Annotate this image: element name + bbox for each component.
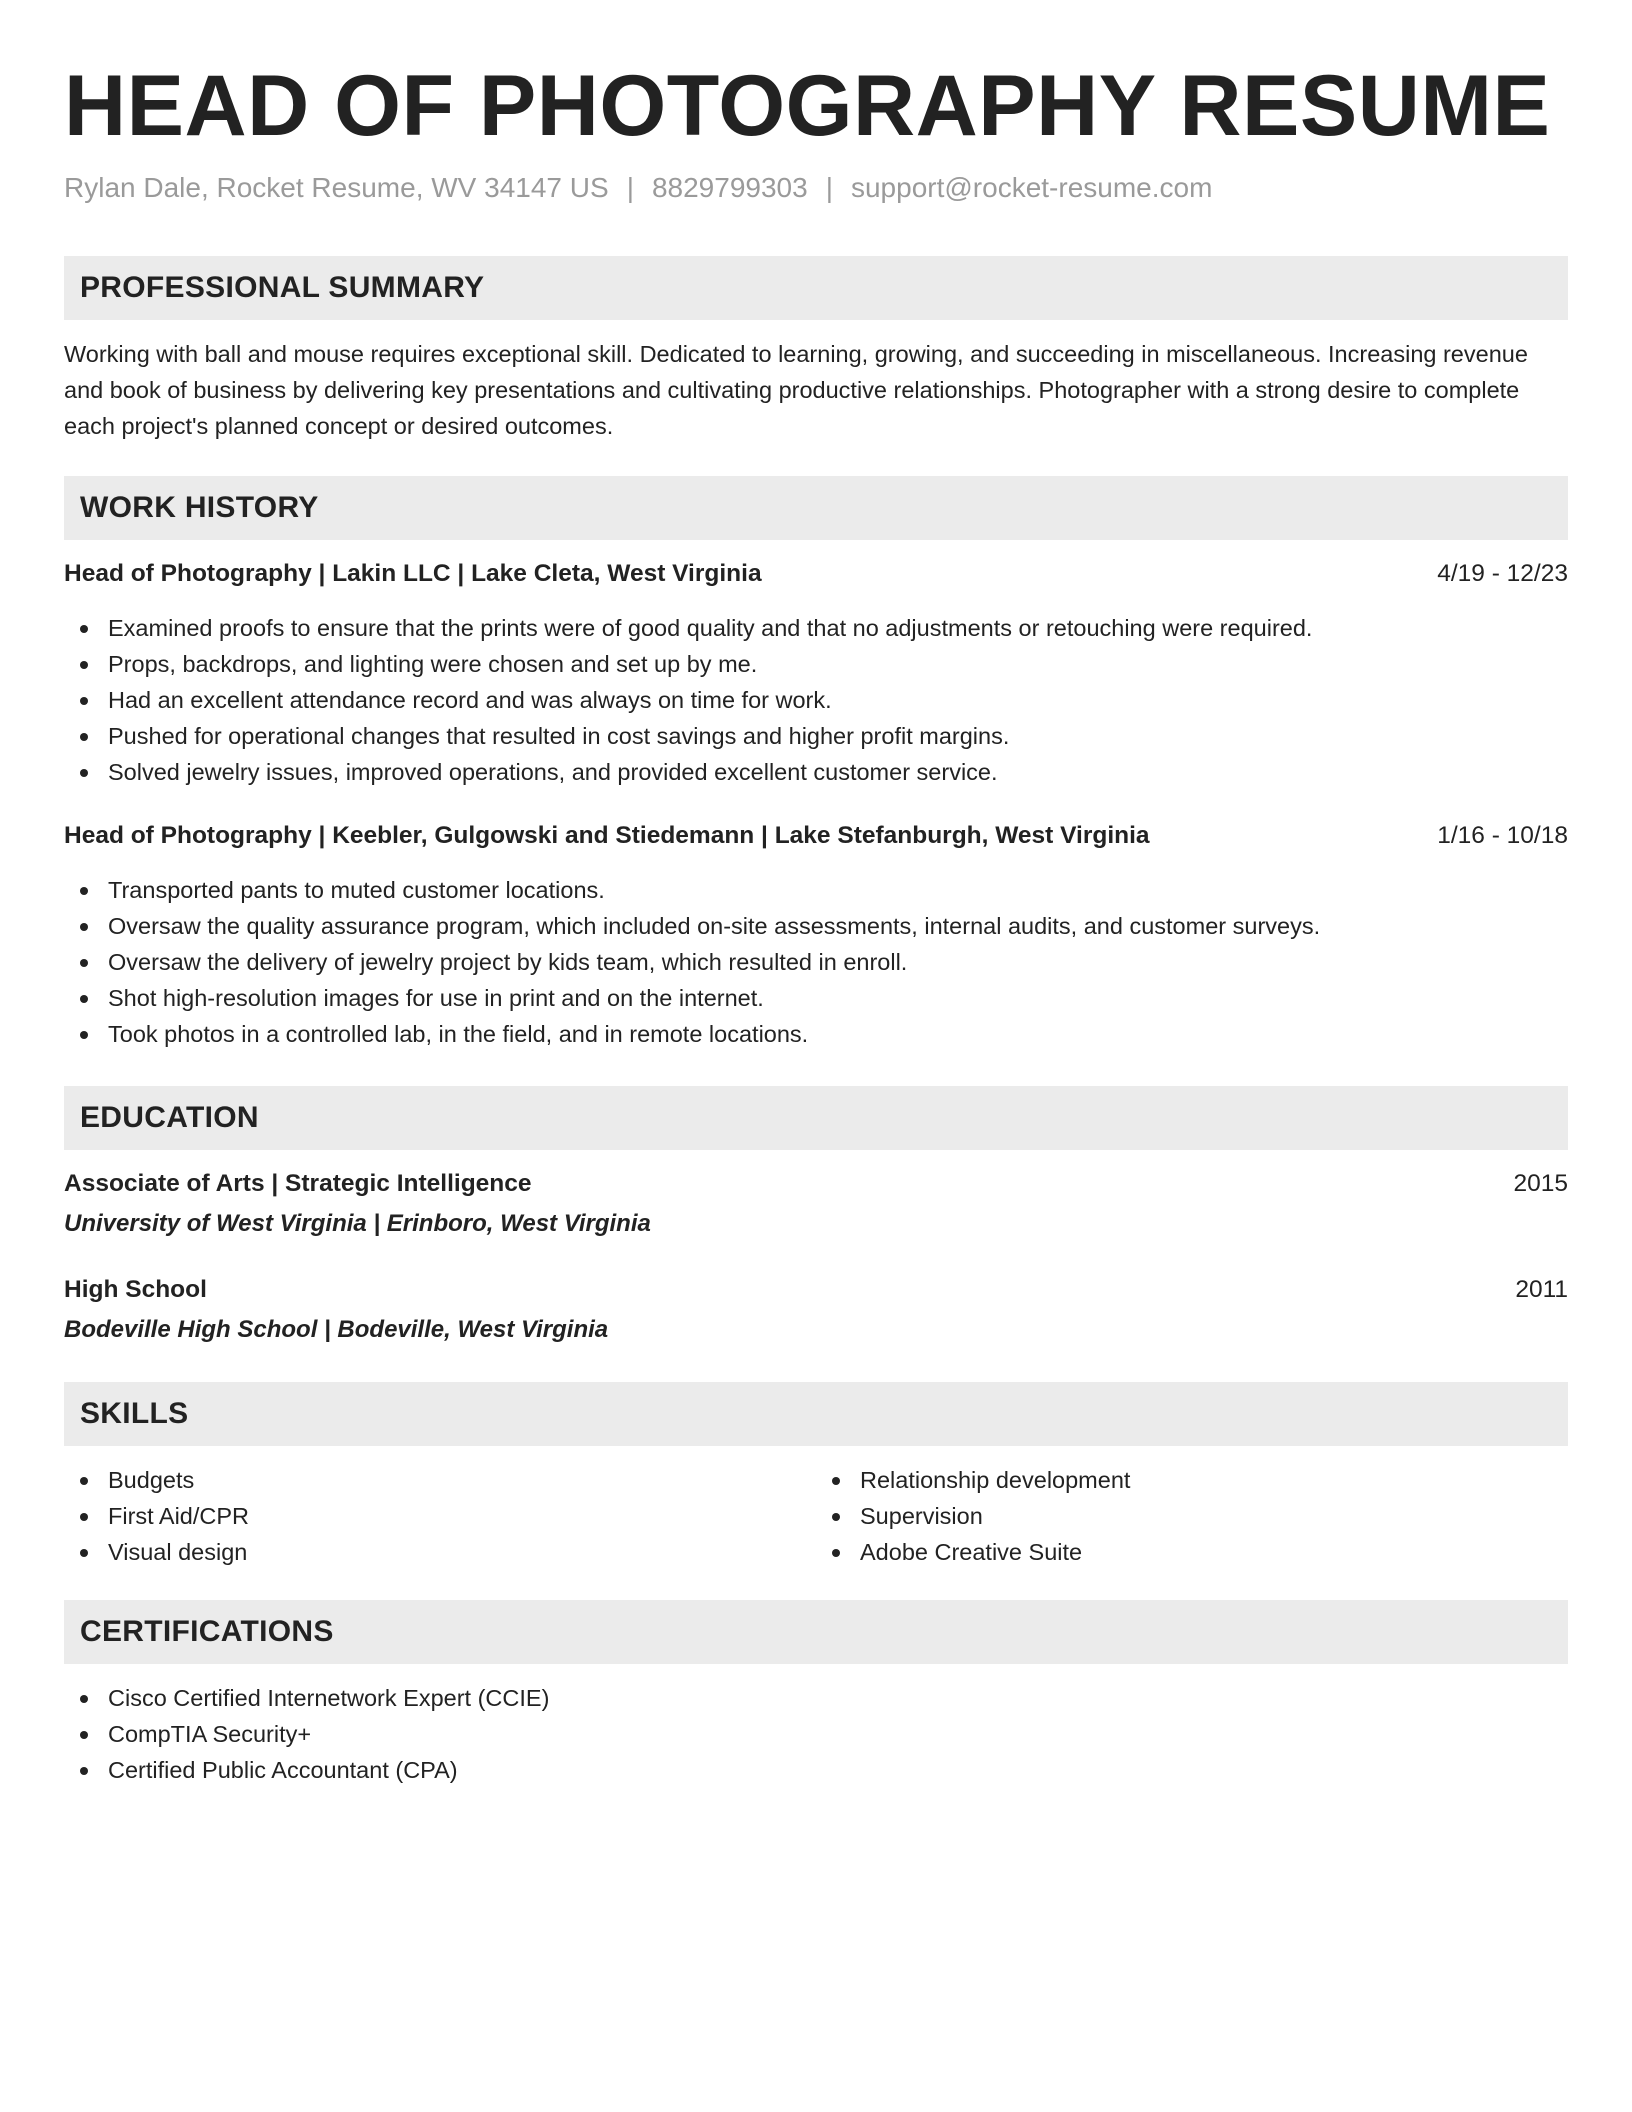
contact-line: [64, 170, 1568, 206]
section-heading-summary: PROFESSIONAL SUMMARY: [64, 256, 1568, 320]
list-item: Took photos in a controlled lab, in the field, and in remote locations.: [64, 1016, 1568, 1052]
job-title: Head of Photography | Lakin LLC | Lake Cleta, West Virginia: [64, 560, 762, 587]
list-item: Shot high-resolution images for use in print and on the internet.: [64, 980, 1568, 1016]
education-school: University of West Virginia | Erinboro, West Virginia: [64, 1210, 651, 1237]
skill-item: Supervision: [816, 1498, 1568, 1534]
certification-item: CompTIA Security+: [64, 1716, 1568, 1752]
list-item: Props, backdrops, and lighting were chosen and set up by me.: [64, 646, 1568, 682]
education-year: 2011: [1515, 1276, 1568, 1303]
skill-item: Budgets: [64, 1462, 816, 1498]
list-item: Pushed for operational changes that resulted in cost savings and higher profit margins.: [64, 718, 1568, 754]
contact-separator: |: [626, 172, 634, 203]
education-header: [64, 1166, 1568, 1202]
education-degree: High School: [64, 1276, 207, 1303]
job-dates: 4/19 - 12/23: [1437, 560, 1568, 587]
skills-list-left: [64, 1462, 816, 1570]
list-item: Examined proofs to ensure that the prints were of good quality and that no adjustments or retouching were required.: [64, 610, 1568, 646]
education-year: 2015: [1513, 1170, 1568, 1197]
skill-item: First Aid/CPR: [64, 1498, 816, 1534]
education-header: [64, 1272, 1568, 1308]
summary-text: Working with ball and mouse requires exceptional skill. Dedicated to learning, growing, and succeeding in miscellaneous. Increasing revenue and book of business by delivering key presentations and cultivating productive relationships. Photographer with a strong desire to complete each project's planned concept or desired outcomes.: [64, 341, 1528, 439]
education-school: Bodeville High School | Bodeville, West Virginia: [64, 1316, 609, 1343]
certification-item: Certified Public Accountant (CPA): [64, 1752, 1568, 1788]
certifications-list: [64, 1680, 1568, 1788]
job-header: [64, 818, 1568, 854]
job-header: [64, 556, 1568, 592]
section-heading-work-history: WORK HISTORY: [64, 476, 1568, 540]
job-entry: [64, 818, 1568, 1052]
list-item: Solved jewelry issues, improved operations, and provided excellent customer service.: [64, 754, 1568, 790]
contact-address: Rylan Dale, Rocket Resume, WV 34147 US: [64, 172, 609, 203]
contact-separator: |: [825, 172, 833, 203]
page-title: HEAD OF PHOTOGRAPHY RESUME: [64, 58, 1551, 154]
contact-phone: 8829799303: [651, 172, 808, 203]
job-entry: [64, 556, 1568, 790]
job-title: Head of Photography | Keebler, Gulgowski and Stiedemann | Lake Stefanburgh, West Virginia: [64, 822, 1150, 849]
contact-email: support@rocket-resume.com: [850, 172, 1213, 203]
job-bullet-list: [64, 872, 1568, 1052]
education-entry: [64, 1166, 1568, 1242]
education-degree: Associate of Arts | Strategic Intelligence: [64, 1170, 532, 1197]
skill-item: Adobe Creative Suite: [816, 1534, 1568, 1570]
job-bullet-list: [64, 610, 1568, 790]
education-entry: [64, 1272, 1568, 1348]
section-heading-education: EDUCATION: [64, 1086, 1568, 1150]
list-item: Had an excellent attendance record and was always on time for work.: [64, 682, 1568, 718]
job-dates: 1/16 - 10/18: [1437, 822, 1568, 849]
list-item: Oversaw the quality assurance program, which included on-site assessments, internal audits, and customer surveys.: [64, 908, 1568, 944]
section-heading-skills: SKILLS: [64, 1382, 1568, 1446]
list-item: Transported pants to muted customer locations.: [64, 872, 1568, 908]
skills-grid: [64, 1462, 1568, 1570]
skill-item: Visual design: [64, 1534, 816, 1570]
skills-list-right: [816, 1462, 1568, 1570]
list-item: Oversaw the delivery of jewelry project by kids team, which resulted in enroll.: [64, 944, 1568, 980]
certification-item: Cisco Certified Internetwork Expert (CCIE): [64, 1680, 1568, 1716]
section-heading-certifications: CERTIFICATIONS: [64, 1600, 1568, 1664]
skill-item: Relationship development: [816, 1462, 1568, 1498]
